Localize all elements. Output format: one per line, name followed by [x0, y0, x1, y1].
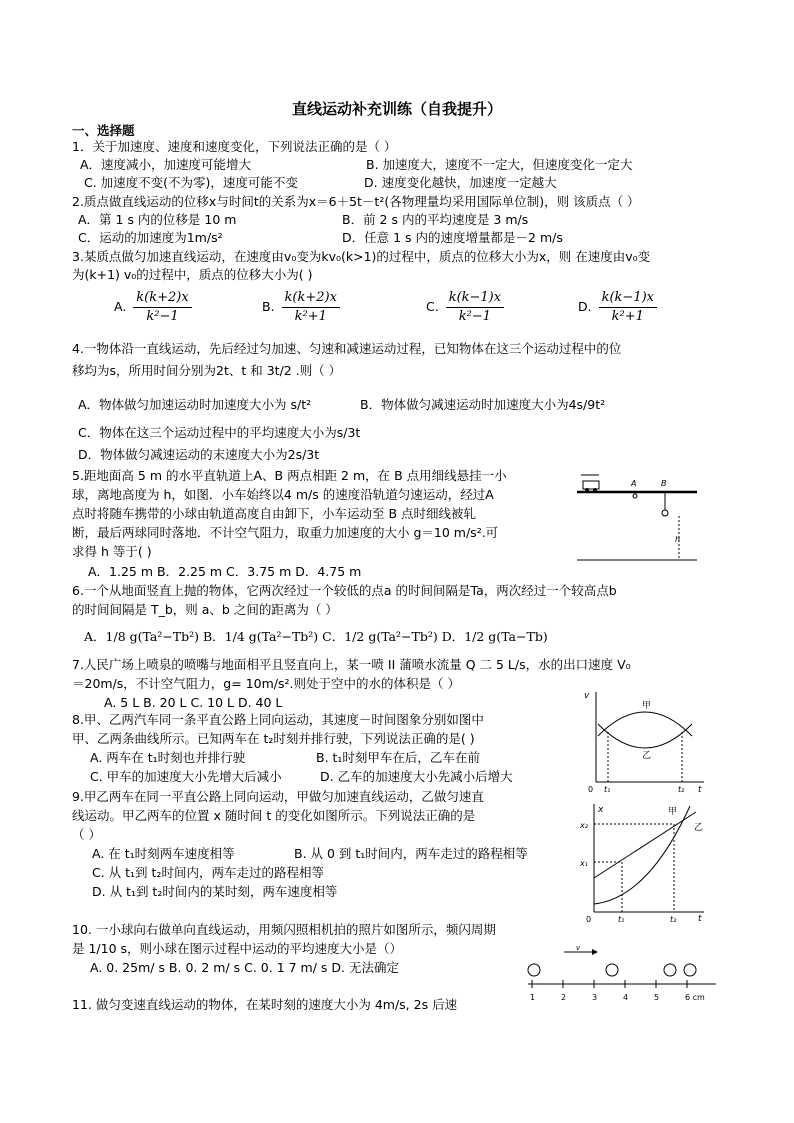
cart-wheel	[593, 488, 597, 492]
q2-option-c: C．运动的加速度为1m/s²	[78, 230, 223, 245]
q3-option-b	[262, 290, 343, 325]
q5-line1: 5.距地面高 5 m 的水平直轨道上A、B 两点相距 2 m，在 B 点用细线悬挂一小	[72, 468, 507, 483]
q6-line1: 6.一个从地面竖直上抛的物体，它两次经过一个较低的点a 的时间间隔是Ta，两次经过一个较高点b	[72, 583, 617, 598]
line-yi	[594, 812, 696, 878]
q10-line1: 10. 一小球向右做单向直线运动，用频闪照相机拍的照片如图所示，频闪周期	[72, 922, 496, 937]
x1-label: x₁	[580, 859, 588, 868]
q8-option-d: D. 乙车的加速度大小先减小后增大	[320, 769, 513, 784]
q5-line5: 求得 h 等于( )	[72, 544, 152, 559]
t1-label: t₁	[618, 915, 625, 924]
q4-option-c: C．物体在这三个运动过程中的平均速度大小为s/3t	[78, 425, 361, 440]
q8-option-a: A. 两车在 t₁时刻也并排行驶	[90, 750, 246, 765]
q7-line2: ＝20m/s，不计空气阻力，g= 10m/s².则处于空中的水的体积是（ ）	[72, 676, 460, 691]
x-axis-label: x	[598, 805, 604, 815]
q8-line1: 8.甲、乙两汽车同一条平直公路上同向运动，其速度－时间图象分别如图中	[72, 712, 484, 727]
denominator: k²+1	[294, 309, 327, 324]
origin-label: 0	[586, 915, 592, 924]
q1-option-d: D. 速度变化越快，加速度一定越大	[364, 175, 557, 190]
q10-line2: 是 1/10 s，则小球在图示过程中运动的平均速度大小是（）	[72, 941, 403, 956]
q9-line1: 9.甲乙两车在同一平直公路上同向运动，甲做匀加速直线运动，乙做匀速直	[72, 789, 484, 804]
arrow-head-icon	[592, 949, 598, 955]
page-title: 直线运动补充训练（自我提升）	[291, 100, 502, 118]
q4-option-a: A．物体做匀加速运动时加速度大小为 s/t²	[78, 397, 312, 412]
q2-option-b: B．前 2 s 内的平均速度是 3 m/s	[342, 212, 529, 227]
numerator: k(k+2)x	[282, 290, 340, 308]
curve-yi-label: 乙	[694, 823, 704, 833]
q2-stem: 2.质点做直线运动的位移x与时间t的关系为x＝6＋5t－t²(各物理量均采用国际单位制)，则 该质点（ ）	[72, 194, 640, 209]
denominator: k²−1	[458, 309, 492, 324]
v-axis-label: v	[584, 691, 590, 701]
ruler-tick-label: 6 cm	[685, 993, 705, 1002]
ball-position	[664, 964, 676, 976]
curve-yi-label: 乙	[642, 751, 652, 761]
q8-line2: 甲、乙两条曲线所示。已知两车在 t₂时刻并排行驶，下列说法正确的是( )	[72, 731, 475, 746]
denominator: k²−1	[146, 309, 179, 324]
curve-jia	[598, 712, 692, 736]
numerator: k(k−1)x	[446, 290, 504, 308]
ball-position	[528, 964, 540, 976]
cart-icon	[583, 481, 599, 489]
q4-option-d: D．物体做匀减速运动的末速度大小为2s/3t	[78, 447, 320, 462]
ball-position	[684, 964, 696, 976]
t1-label: t₁	[604, 785, 611, 794]
section-heading: 一、选择题	[72, 123, 135, 138]
q3-option-b-label: B.	[262, 299, 275, 314]
q4-stem-line2: 移均为s，所用时间分别为2t、t 和 3t/2 .则（ ）	[72, 363, 342, 378]
q8-option-b: B. t₁时刻甲车在后，乙车在前	[316, 750, 480, 765]
ruler-tick-label: 2	[561, 993, 567, 1002]
q3-option-b-fraction	[282, 290, 340, 325]
q6-line2: 的时间间隔是 T_b，则 a、b 之间的距离为（ ）	[72, 602, 338, 617]
q3-option-d-fraction	[599, 290, 657, 325]
q9-xt-graph	[578, 800, 710, 926]
ball-a	[633, 494, 637, 498]
point-b-label: B	[661, 479, 667, 488]
ball-position	[606, 964, 618, 976]
q8-option-c: C. 甲车的加速度大小先增大后减小	[90, 769, 282, 784]
q8-vt-graph	[580, 686, 710, 794]
t2-label: t₂	[670, 915, 677, 924]
q9-line3: （ ）	[72, 827, 101, 842]
q5-line4: 断，最后两球同时落地．不计空气阻力，取重力加速度的大小 g＝10 m/s².可	[72, 525, 499, 540]
point-a-label: A	[631, 479, 637, 488]
q3-option-d	[578, 290, 660, 325]
q3-option-a	[114, 290, 195, 325]
q1-option-c: C. 加速度不变(不为零)，速度可能不变	[84, 175, 298, 190]
velocity-label: v	[576, 944, 581, 952]
q1-option-a: A．速度减小，加速度可能增大	[80, 157, 252, 172]
q2-option-d: D．任意 1 s 内的速度增量都是－2 m/s	[342, 230, 563, 245]
q3-stem-line1: 3.某质点做匀加速直线运动，在速度由v₀变为kv₀(k>1)的过程中，质点的位移大小为x，则 在速度由v₀变	[72, 249, 651, 264]
t-axis-label: t	[698, 914, 702, 924]
q4-option-b: B．物体做匀减速运动时加速度大小为4s/9t²	[360, 397, 606, 412]
q5-line3: 点时将随车携带的小球由轨道高度自由卸下，小车运动至 B 点时细线被轧	[72, 506, 477, 521]
q4-stem-line1: 4.一物体沿一直线运动，先后经过匀加速、匀速和减速运动过程，已知物体在这三个运动过程中的位	[72, 341, 622, 356]
q9-option-a: A. 在 t₁时刻两车速度相等	[92, 846, 235, 861]
q7-line1: 7.人民广场上喷泉的喷嘴与地面相平且竖直向上，某一喷 II 蒲喷水流量 Q 二 5 L/s，水的出口速度 V₀	[72, 657, 631, 672]
numerator: k(k−1)x	[599, 290, 657, 308]
q2-option-a: A．第 1 s 内的位移是 10 m	[78, 212, 237, 227]
cart-wheel	[585, 488, 589, 492]
height-label: h	[675, 535, 681, 544]
q5-options: A．1.25 m B．2.25 m C．3.75 m D．4.75 m	[88, 564, 362, 579]
q9-line2: 线运动。甲乙两车的位置 x 随时间 t 的变化如图所示。下列说法正确的是	[72, 808, 476, 823]
q5-line2: 球，离地高度为 h，如图．小车始终以4 m/s 的速度沿轨道匀速运动，经过A	[72, 487, 494, 502]
q9-option-b: B. 从 0 到 t₁时间内，两车走过的路程相等	[294, 846, 528, 861]
q6-options: A．1/8 g(Ta²−Tb²) B．1/4 g(Ta²−Tb²) C．1/2 g(Ta²−Tb²) D．1/2 g(Ta−Tb)	[84, 629, 548, 644]
q1-stem: 1．关于加速度、速度和速度变化，下列说法正确的是（ ）	[72, 139, 397, 154]
q7-options: A. 5 L B. 20 L C. 10 L D. 40 L	[104, 695, 283, 710]
t-axis-label: t	[698, 785, 702, 794]
q3-option-a-fraction	[133, 290, 191, 325]
curve-yi	[598, 724, 692, 748]
q5-track-figure	[575, 470, 700, 565]
q10-strobe-figure	[520, 944, 720, 1006]
curve-jia	[594, 806, 690, 904]
ruler-ticks	[530, 980, 705, 1002]
ruler-tick-label: 4	[623, 993, 629, 1002]
ball-b	[662, 510, 668, 516]
q10-options: A. 0. 25m/ s B. 0. 2 m/ s C. 0. 1 7 m/ s D. 无法确定	[90, 960, 399, 975]
curve-jia-label: 甲	[642, 701, 652, 711]
ruler-tick-label: 1	[530, 993, 536, 1002]
denominator: k²+1	[611, 309, 644, 324]
q11-line1: 11. 做匀变速直线运动的物体，在某时刻的速度大小为 4m/s, 2s 后速	[72, 997, 458, 1012]
q3-stem-line2: 为(k+1) v₀的过程中，质点的位移大小为( )	[72, 267, 313, 282]
x2-label: x₂	[580, 821, 588, 830]
q3-option-d-label: D.	[578, 299, 592, 314]
q3-option-a-label: A.	[114, 299, 127, 314]
ruler-tick-label: 3	[592, 993, 598, 1002]
q9-option-d: D. 从 t₁到 t₂时间内的某时刻，两车速度相等	[92, 884, 338, 899]
ruler-tick-label: 5	[654, 993, 660, 1002]
q1-option-b: B. 加速度大，速度不一定大，但速度变化一定大	[366, 157, 633, 172]
t2-label: t₂	[678, 785, 685, 794]
origin-label: 0	[588, 785, 594, 794]
q3-option-c	[426, 290, 507, 325]
numerator: k(k+2)x	[133, 290, 191, 308]
curve-jia-label: 甲	[668, 807, 678, 817]
q3-option-c-fraction	[446, 290, 504, 325]
q3-option-c-label: C.	[426, 299, 439, 314]
q9-option-c: C. 从 t₁到 t₂时间内，两车走过的路程相等	[92, 865, 324, 880]
